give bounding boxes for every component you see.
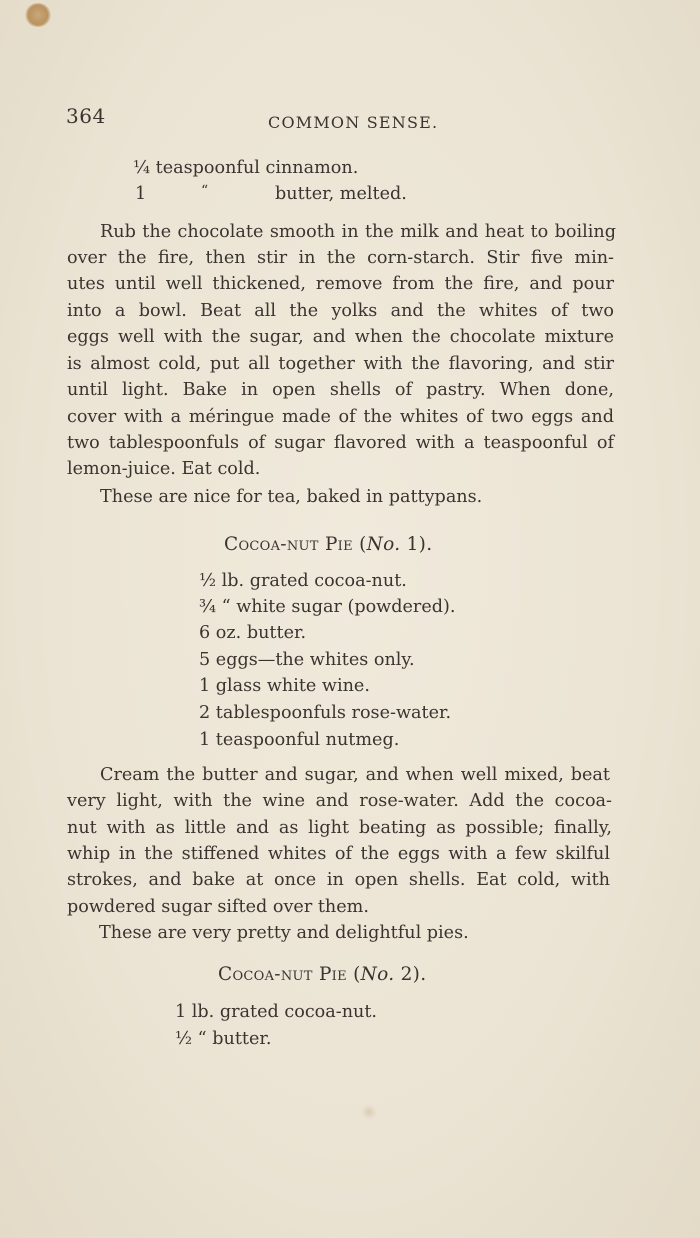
ingredient-line: 2 tablespoonfuls rose-water. bbox=[199, 703, 452, 723]
recipe-heading: Cocoa-nut Pie (No. 2). bbox=[218, 964, 427, 985]
ingredient-line: ¾ “ white sugar (powdered). bbox=[199, 597, 456, 617]
ingredient-line: ½ lb. grated cocoa-nut. bbox=[199, 571, 407, 591]
book-page: 364 COMMON SENSE. ¼ teaspoonful cinnamon. 1 “ butter, melted. Rub the chocolate smooth in the milk and heat to boiling over the fire, then stir in the corn-starch. Stir five min- utes until well thickened, remove from the fire, and pour into a bowl. Beat all the yolks and the whites of two eggs well with the sugar, and when the chocolate mixture is almost cold, put all together with the flavoring, and stir until light. Bake in open shells of pastry. When done, cover with a méringue made of the whites of two eggs and two tablespoonfuls of sugar flavored with a teaspoonful of lemon-juice. Eat cold. These are nice for tea, baked in pattypans. Cocoa-nut Pie (No. 1). ½ lb. grated cocoa-nut. ¾ “ white sugar (powdered). 6 oz. butter. 5 eggs—the whites only. 1 glass white wine. 2 tablespoonfuls rose-water. 1 teaspoonful nutmeg. Cream the butter and sugar, and when well mixed, beat very light, with the wine and rose-water. Add the cocoa- nut with as little and as light beating as possible; finally, whip in the stiffened whites of the eggs with a few skilful strokes, and bake at once in open shells. Eat cold, with powdered sugar sifted over them. These are very pretty and delightful pies. Cocoa-nut Pie (No. 2). 1 lb. grated cocoa-nut. ½ “ butter. bbox=[0, 0, 700, 1238]
running-head: COMMON SENSE. bbox=[268, 113, 439, 132]
ingredient-line: 1 teaspoonful nutmeg. bbox=[199, 730, 400, 750]
page-number: 364 bbox=[66, 104, 106, 128]
ingredient-line: 6 oz. butter. bbox=[199, 623, 307, 643]
ingredient-line: ¼ teaspoonful cinnamon. bbox=[133, 158, 359, 178]
paragraph: These are very pretty and delightful pies. bbox=[99, 923, 469, 943]
ingredient-line: 5 eggs—the whites only. bbox=[199, 650, 415, 670]
paragraph: These are nice for tea, baked in pattypans. bbox=[100, 487, 483, 507]
recipe-heading: Cocoa-nut Pie (No. 1). bbox=[224, 534, 433, 555]
ingredient-line: 1 lb. grated cocoa-nut. bbox=[175, 1002, 378, 1022]
ingredient-line: 1 glass white wine. bbox=[199, 676, 370, 696]
ingredient-text: butter, melted. bbox=[275, 184, 407, 204]
ditto-mark: “ bbox=[201, 183, 209, 199]
ingredient-line: 1 bbox=[135, 184, 147, 204]
paper-stain bbox=[25, 3, 51, 27]
paper-stain bbox=[360, 1105, 378, 1119]
ingredient-line: ½ “ butter. bbox=[175, 1029, 272, 1049]
